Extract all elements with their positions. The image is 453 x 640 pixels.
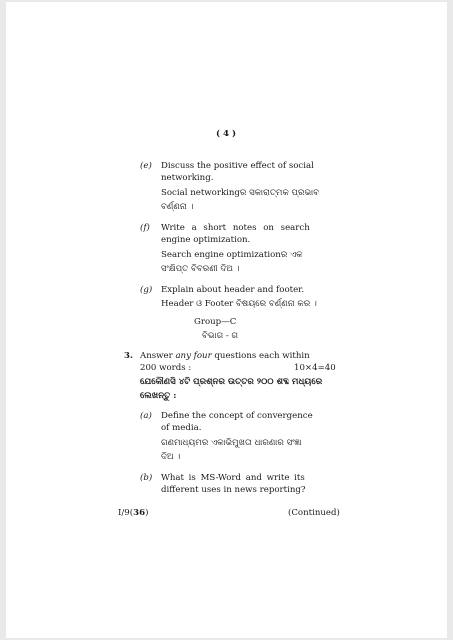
question-3-instruction-line1: Answer any four questions each within (140, 351, 310, 361)
group-heading-english: Group—C (194, 317, 237, 327)
question-f-english-line1: Write a short notes on search (161, 223, 310, 233)
question-f-odia-line2: ସଂକ୍ଷିପ୍ତ ବିବରଣୀ ଦିଅ । (161, 264, 240, 274)
question-e-odia-line1: Social networkingର ସକାରାତ୍ମକ ପ୍ରଭାବ (161, 188, 320, 198)
question-a-english-line1: Define the concept of convergence (161, 411, 313, 421)
question-3-odia-line2: ଲେଖନ୍ତୁ : (140, 391, 177, 401)
page-number: ( 4 ) (216, 129, 237, 139)
question-g-odia-line1: Header ଓ Footer ବିଷୟରେ ବର୍ଣ୍ଣନା କର । (161, 299, 317, 309)
group-heading-odia: ବିଭାଗ - ଗ (202, 331, 239, 341)
question-a-english-line2: of media. (161, 423, 202, 433)
question-e-english-line1: Discuss the positive effect of social (161, 161, 314, 171)
footer-continued-label: (Continued) (288, 508, 340, 518)
question-a-odia-line1: ଗଣମାଧ୍ୟମର ଏକାଭିମୁଖତା ଧାରଣାର ସଂଜ୍ଞା (161, 438, 302, 448)
question-3-number: 3. (124, 351, 133, 361)
question-e-english-line2: networking. (161, 173, 214, 183)
question-3-marks: 10×4=40 (294, 363, 336, 373)
question-3-odia-line1: ଯେକୌଣସି ୪ଟି ପ୍ରଶ୍ନର ଉତ୍ତର ୨୦୦ ଶବ୍ଦ ମଧ୍ୟରେ (140, 377, 323, 387)
question-f-marker: (f) (140, 223, 150, 233)
question-e-marker: (e) (140, 161, 152, 171)
question-b-marker: (b) (140, 473, 153, 483)
exam-page (6, 2, 447, 638)
question-a-odia-line2: ଦିଅ । (161, 452, 181, 462)
footer-paper-code: I/9(36) (118, 508, 149, 518)
question-a-marker: (a) (140, 411, 152, 421)
question-g-english-line1: Explain about header and footer. (161, 285, 305, 295)
question-b-english-line2: different uses in news reporting? (161, 485, 306, 495)
question-e-odia-line2: ବର୍ଣ୍ଣନା । (161, 202, 194, 212)
question-g-marker: (g) (140, 285, 153, 295)
question-3-instruction-line2: 200 words : (140, 363, 192, 373)
question-f-odia-line1: Search engine optimizationର ଏକ (161, 250, 303, 260)
question-b-english-line1: What is MS-Word and write its (161, 473, 305, 483)
question-f-english-line2: engine optimization. (161, 235, 251, 245)
